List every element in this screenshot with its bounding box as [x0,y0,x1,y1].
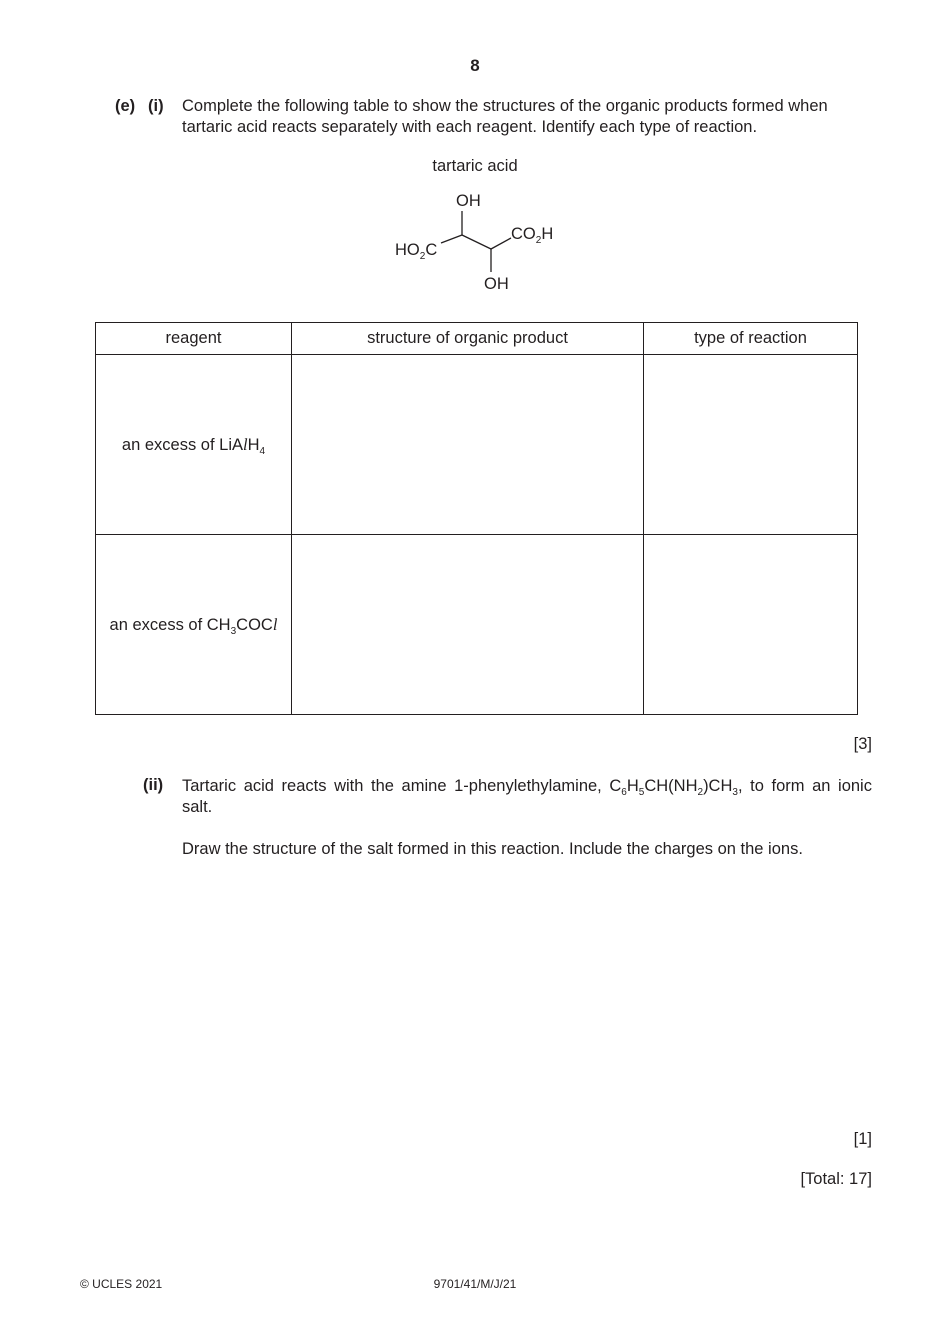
oh-top-label: OH [456,192,481,210]
structure-title: tartaric acid [432,157,518,175]
table-row [96,355,858,535]
table-row [96,535,858,715]
reaction-type-answer-cell[interactable] [644,355,858,535]
header-structure: structure of organic product [292,323,644,355]
total-marks: [Total: 17] [800,1170,872,1188]
sub-label-i: (i) [148,97,164,115]
co2h-label: $CO_2H$ [511,225,554,246]
table-header-row [96,323,858,355]
sub-label-ii: (ii) [143,776,164,794]
oh-bottom-label: OH [484,275,509,293]
reagent-cell-ch3cocl: an excess of $CH_3COCl$ [96,535,292,715]
structure-answer-cell[interactable] [292,535,644,715]
drawing-answer-area[interactable] [182,870,872,1120]
marks-e-ii: [1] [853,1130,872,1148]
reagent-cell-lialh4: an excess of LiAlH$_4$ [96,355,292,535]
marks-e-i: [3] [853,735,872,753]
page-number: 8 [470,56,480,75]
footer-copyright: © UCLES 2021 [80,1277,163,1291]
instruction-e-ii: Draw the structure of the salt formed in this reaction. Include the charges on the ions. [182,840,803,858]
question-text-e-ii: Tartaric acid reacts with the amine 1-phenylethylamine, $C_6H_5CH(NH_2)CH_3$, to form an ionic salt. [182,777,872,816]
footer-paper-code: 9701/41/M/J/21 [433,1277,517,1291]
reaction-type-answer-cell[interactable] [644,535,858,715]
header-reagent: reagent [96,323,292,355]
tartaric-acid-structure [380,185,580,300]
structure-answer-cell[interactable] [292,355,644,535]
answer-table [95,322,858,715]
ho2c-label: $HO_2C$ [395,241,438,262]
part-label: (e) [115,97,136,115]
question-text-e-i: Complete the following table to show the structures of the organic products formed when tartaric acid reacts separately with each reagent. Identify each type of reaction. [182,97,828,136]
header-reaction-type: type of reaction [644,323,858,355]
